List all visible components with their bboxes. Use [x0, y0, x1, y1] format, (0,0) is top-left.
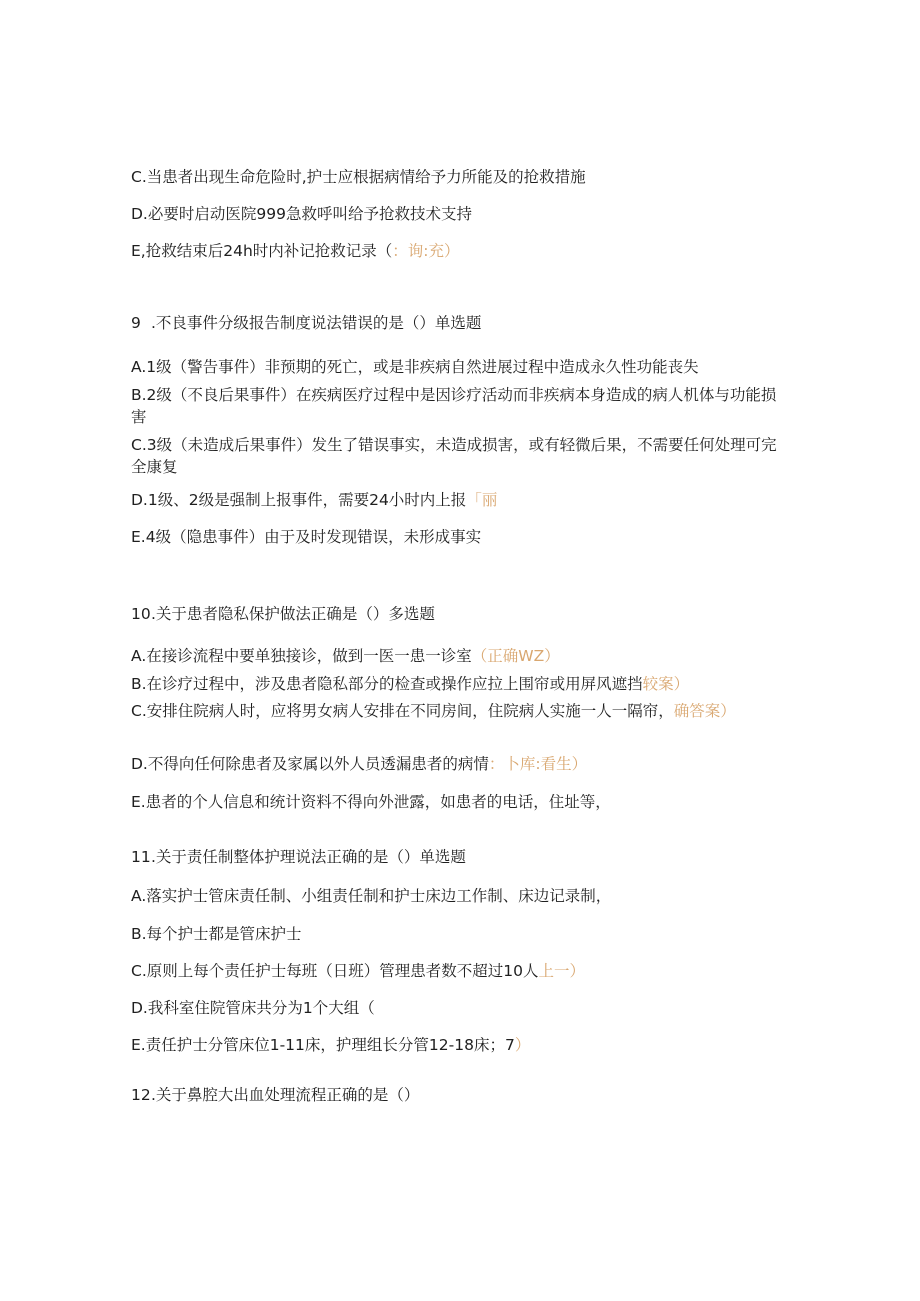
question-heading	[131, 846, 791, 868]
option-line: A.落实护士管床责任制、小组责任制和护士床边工作制、床边记录制，	[131, 887, 612, 905]
question-heading	[131, 603, 791, 625]
option-line: C.3级（未造成后果事件）发生了错误事实，未造成损害，或有轻微后果，不需要任何处理可完全康复	[131, 436, 777, 476]
question-text: .关于患者隐私保护做法正确是（）多选题	[151, 605, 435, 623]
option-line: E.责任护士分管床位1-11床，护理组长分管12-18床；7）	[131, 1036, 531, 1054]
option-line: B.在诊疗过程中，涉及患者隐私部分的检查或操作应拉上围帘或用屏风遮挡较案）	[131, 675, 690, 693]
question-number: 11	[131, 848, 151, 866]
option-line: C.原则上每个责任护士每班（日班）管理患者数不超过10人上一）	[131, 962, 585, 980]
question-text: .关于责任制整体护理说法正确的是（）单选题	[151, 848, 466, 866]
question-text: .关于鼻腔大出血处理流程正确的是（）	[151, 1086, 420, 1104]
question-number: 12	[131, 1086, 151, 1104]
option-line: D.我科室住院管床共分为1个大组（	[131, 999, 375, 1017]
option-line: A.1级（警告事件）非预期的死亡，或是非疾病自然进展过程中造成永久性功能丧失	[131, 358, 699, 376]
option-line: A.在接诊流程中要单独接诊，做到一医一患一诊室（正确WZ）	[131, 647, 560, 665]
question-heading	[131, 1084, 791, 1106]
option-line: C.当患者出现生命危险时,护士应根据病情给予力所能及的抢救措施	[131, 168, 586, 186]
option-line: B.每个护士都是管床护士	[131, 925, 302, 943]
option-line: E,抢救结束后24h时内补记抢救记录（：询:充）	[131, 242, 460, 260]
option-line: B.2级（不良后果事件）在疾病医疗过程中是因诊疗活动而非疾病本身造成的病人机体与功能损害	[131, 386, 777, 426]
option-line: D.不得向任何除患者及家属以外人员透漏患者的病情：卜库:看生）	[131, 755, 588, 773]
option-line: D.1级、2级是强制上报事件，需要24小时内上报「丽	[131, 491, 498, 509]
question-number: 10	[131, 605, 151, 623]
option-line: C.安排住院病人时，应将男女病人安排在不同房间，住院病人实施一人一隔帘，确答案）	[131, 702, 736, 720]
question-heading	[131, 312, 791, 334]
option-line: E.4级（隐患事件）由于及时发现错误，未形成事实	[131, 528, 482, 546]
option-line: E.患者的个人信息和统计资料不得向外泄露，如患者的电话，住址等，	[131, 793, 611, 811]
question-text: .不良事件分级报告制度说法错误的是（）单选题	[151, 314, 482, 332]
option-line: D.必要时启动医院999急救呼叫给予抢救技术支持	[131, 205, 472, 223]
question-number: 9	[131, 314, 141, 332]
